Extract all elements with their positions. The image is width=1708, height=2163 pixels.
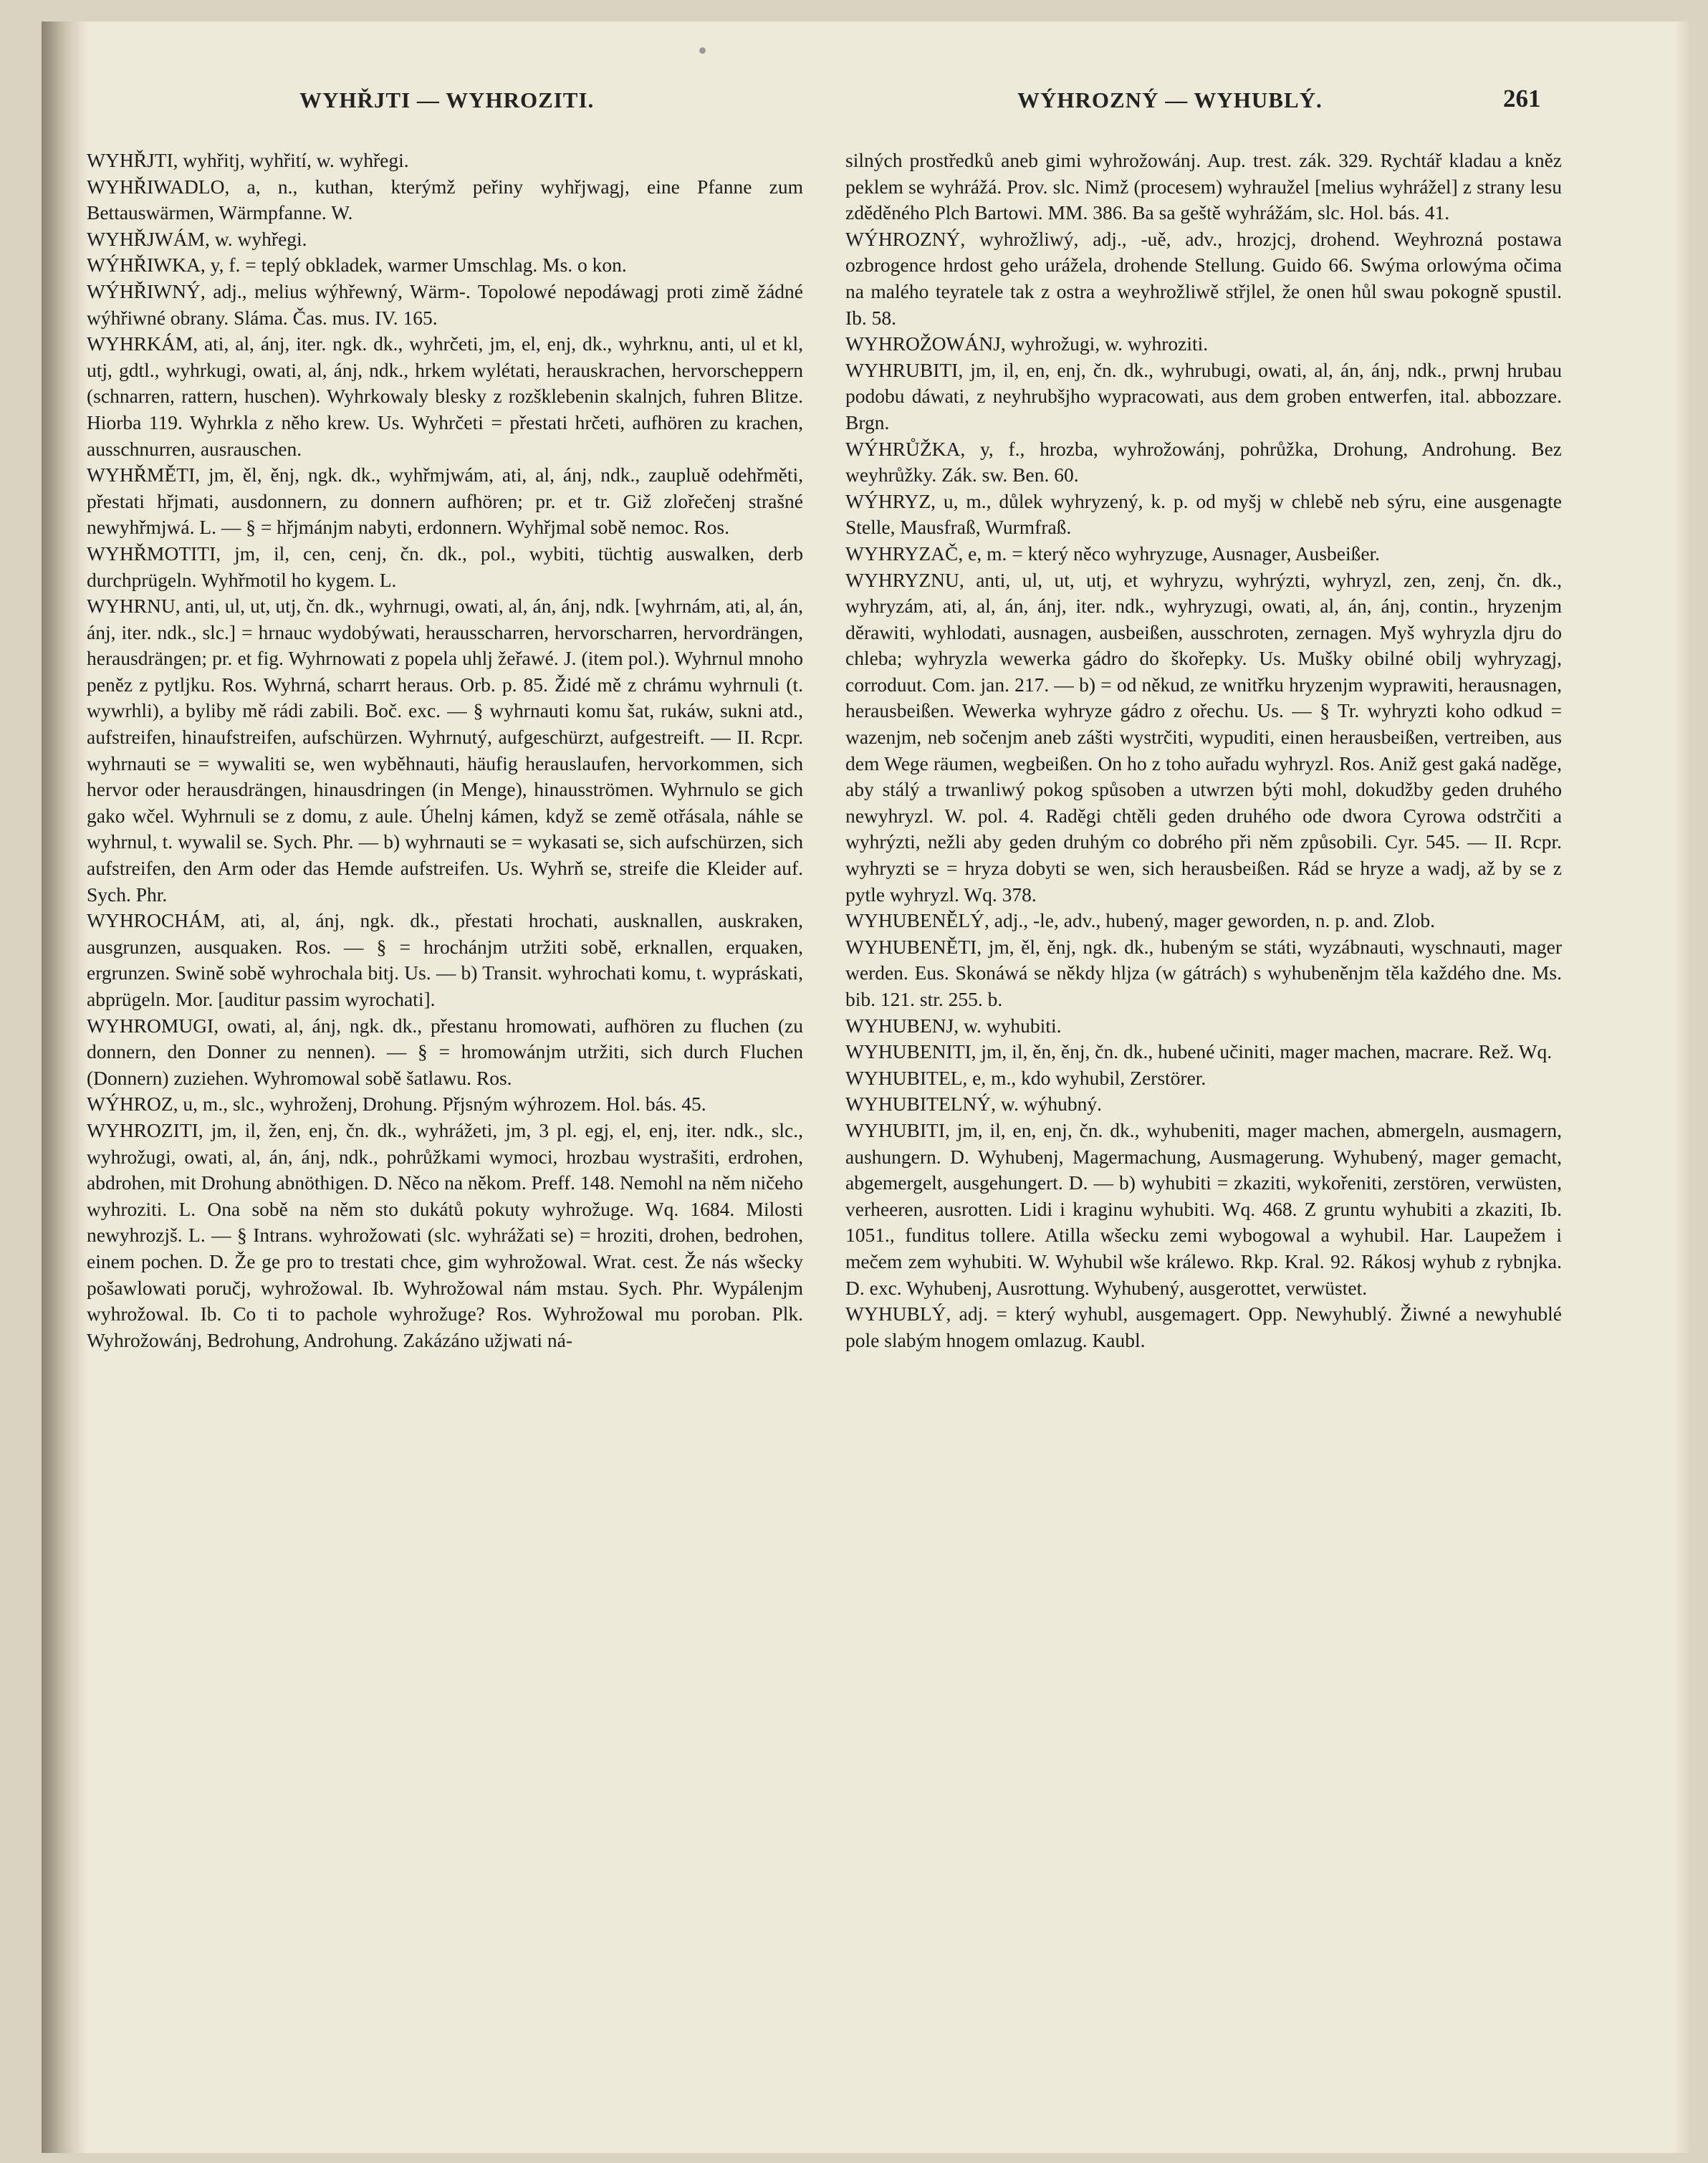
dictionary-entry: WÝHRŮŽKA, y, f., hrozba, wyhrožowánj, pohrůžka, Drohung, Androhung. Bez weyhrůžky. Zák. sw. Ben. 60. — [845, 437, 1562, 486]
dictionary-page — [42, 21, 1689, 2153]
dictionary-entry: WYHUBENITI, jm, il, ěn, ěnj, čn. dk., hubené učiniti, mager machen, macrare. Rež. Wq. — [845, 1040, 1553, 1063]
dictionary-entry: WÝHROZ, u, m., slc., wyhroženj, Drohung. Přjsným wýhrozem. Hol. bás. 45. — [87, 1093, 706, 1116]
dictionary-entry: WYHUBITEL, e, m., kdo wyhubil, Zerstörer. — [845, 1066, 1206, 1089]
dictionary-entry: WYHROŽOWÁNJ, wyhrožugi, w. wyhroziti. — [845, 332, 1209, 355]
dictionary-entry: silných prostředků aneb gimi wyhrožowánj. Aup. trest. zák. 329. Rychtář kladau a kněz peklem se wyhrážá. Prov. slc. Nimž (procesem) wyhraužel [melius wyhrážel] z strany lesu zděděného Plch Bartowi. MM. 386. Ba sa geště wyhrážám, slc. Hol. bás. 41. — [845, 149, 1562, 224]
dictionary-entry: WYHRUBITI, jm, il, en, enj, čn. dk., wyhrubugi, owati, al, án, ánj, ndk., prwnj hrubau podobu dáwati, z neyhrubšjho wypracowati, aus dem groben entwerfen, ital. abbozzare. Brgn. — [845, 358, 1562, 433]
dictionary-entry: WYHUBENĚLÝ, adj., -le, adv., hubený, mager geworden, n. p. and. Zlob. — [845, 909, 1435, 932]
dictionary-entry: WYHUBLÝ, adj. = který wyhubl, ausgemagert. Opp. Newyhublý. Žiwné a newyhublé pole slabým hnogem omlazug. Kaubl. — [845, 1303, 1562, 1351]
dictionary-entry: WÝHROZNÝ, wyhrožliwý, adj., -uě, adv., hrozjcj, drohend. Weyhrozná postawa ozbrogence hrdost geho urážela, drohende Stellung. Guido 66. Swýma orlowýma očima na malého teyratele tak z ostra a weyhrožliwě střjlel, že onen hůl swau pokogně spustil. Ib. 58. — [845, 227, 1562, 329]
right-column — [845, 148, 1562, 1353]
dictionary-entry: WYHŘMOTITI, jm, il, cen, cenj, čn. dk., pol., wybiti, tüchtig auswalken, derb durchprügeln. Wyhřmotil ho kygem. L. — [87, 542, 803, 591]
dictionary-entry: WYHUBITELNÝ, w. wýhubný. — [845, 1093, 1102, 1116]
dictionary-entry: WYHRYZAČ, e, m. = který něco wyhryzuge, Ausnager, Ausbeißer. — [845, 542, 1381, 565]
dictionary-entry: WYHROCHÁM, ati, al, ánj, ngk. dk., přestati hrochati, ausknallen, auskraken, ausgrunzen, ausquaken. Ros. — § = hrochánjm utržiti sobě, erknallen, erquaken, ergrunzen. Swině sobě wyhrochala bitj. Us. — b) Transit. wyhrochati komu, t. wypráskati, abprügeln. Mor. [auditur passim wyrochati]. — [87, 909, 803, 1010]
dictionary-entry: WYHUBENĚTI, jm, ěl, ěnj, ngk. dk., hubeným se státi, wyzábnauti, wyschnauti, mager werden. Eus. Skonáwá se někdy hljza (w gátrách) s wyhubeněnjm těla každého dne. Ms. bib. 121. str. 255. b. — [845, 935, 1562, 1010]
dictionary-entry: WYHRYZNU, anti, ul, ut, utj, et wyhryzu, wyhrýzti, wyhryzl, zen, zenj, čn. dk., wyhryzám, ati, al, án, ánj, iter. ndk., wyhryzugi, owati, al, án, ánj, contin., hryzenjm děrawiti, wyhlodati, ausnagen, ausbeißen, ausschroten, zernagen. Myš wyhryzla djru do chleba; wyhryzla wewerka gádro do škořepky. Us. Mušky obilné obilj wyhryzagj, corroduut. Com. jan. 217. — b) = od někud, ze wnitřku hryzenjm wyprawiti, herausnagen, herausbeißen. Wewerka wyhryze gádro z ořechu. Us. — § Tr. wyhryzti koho odkud = wazenjm, neb sočenjm aneb zášti wystrčiti, wypuditi, einen herausbeißen, vertreiben, aus dem Wege räumen, wegbeißen. On ho z toho auřadu wyhryzl. Ros. Aniž gest gaká naděge, aby stálý a trwanliwý pokog spůsoben a utwrzen býti mohl, dokudžby geden druhého newyhryzl. W. pol. 4. Raděgi chtěli geden druhého ode dwora Cyrowa odstrčiti a wyhrýzti, nežli aby geden druhým co dobrého při něm způsobili. Cyr. 545. — II. Rcpr. wyhryzti se = hryza dobyti se wen, sich herausbeißen. Rád se hryze a wadj, až by se z pytle wyhryzl. Wq. 378. — [845, 568, 1562, 906]
page-mark — [699, 47, 706, 54]
dictionary-entry: WÝHRYZ, u, m., důlek wyhryzený, k. p. od myšj w chlebě neb sýru, eine ausgenagte Stelle, Mausfraß, Wurmfraß. — [845, 489, 1562, 539]
dictionary-entry: WÝHŘIWNÝ, adj., melius wýhřewný, Wärm-. Topolowé nepodáwagj proti zimě žádné wýhřiwné obrany. Sláma. Čas. mus. IV. 165. — [87, 279, 803, 329]
dictionary-entry: WYHRNU, anti, ul, ut, utj, čn. dk., wyhrnugi, owati, al, án, ánj, ndk. [wyhrnám, ati, al, án, ánj, iter. ndk., slc.] = hrnauc wydobýwati, herausscharren, hervorscharren, hervordrängen, herausdrängen; pr. et fig. Wyhrnowati z popela uhlj žeřawé. J. (item pol.). Wyhrnul mnoho peněz z pytljku. Ros. Wyhrná, scharrt heraus. Orb. p. 85. Židé mě z chrámu wyhrnuli (t. wywrhli), a byliby mě rádi zabili. Boč. exc. — § wyhrnauti komu šat, rukáw, sukni atd., aufstreifen, hinaufstreifen, aufschürzen. Wyhrnutý, aufgeschürzt, aufgestreift. — II. Rcpr. wyhrnauti se = wywaliti se, wen wyběhnauti, häufig herauslaufen, hervorkommen, sich hervor oder herausdrängen, hinausdringen (in Menge), hinausströmen. Wyhrnulo se gich gako wčel. Wyhrnuli se z domu, z aule. Úhelnj kámen, když se země otřásala, náhle se wyhrnul, t. wywalil se. Sych. Phr. — b) wyhrnauti se = wykasati se, sich aufschürzen, sich aufstreifen, den Arm oder das Hemde aufstreifen. Us. Wyhrň se, streife die Kleider auf. Sych. Phr. — [87, 595, 803, 906]
dictionary-entry: WYHŘJTI, wyhřitj, wyhřití, w. wyhřegi. — [87, 149, 409, 171]
dictionary-entry: WÝHŘIWKA, y, f. = teplý obkladek, warmer Umschlag. Ms. o kon. — [87, 254, 627, 277]
dictionary-entry: WYHŘIWADLO, a, n., kuthan, kterýmž peřiny wyhřjwagj, eine Pfanne zum Bettauswärmen, Wärmpfanne. W. — [87, 175, 803, 224]
dictionary-entry: WYHROZITI, jm, il, žen, enj, čn. dk., wyhrážeti, jm, 3 pl. egj, el, enj, iter. ndk., slc., wyhrožugi, owati, al, án, ánj, ndk., pohrůžkami wymoci, hrozbau wystrašiti, erdrohen, abdrohen, mit Drohung abnöthigen. D. Něco na někom. Preff. 148. Nemohl na něm ničeho wyhroziti. L. Ona sobě na něm sto dukátů pokuty wyhrožuge. Wq. 1684. Milosti newyhrozjš. L. — § Intrans. wyhrožowati (slc. wyhrážati se) = hroziti, drohen, bedrohen, einem pochen. D. Že ge pro to trestati chce, gim wyhrožowal. Wrat. cest. Že nás wšecky pošawlowati poručj, wyhrožowal. Ib. Wyhrožowal nám mstau. Sych. Phr. Wypálenjm wyhrožowal. Ib. Co ti to pachole wyhrožuge? Ros. Wyhrožowal mu poroban. Plk. Wyhrožowánj, Bedrohung, Androhung. Zakázáno užjwati ná- — [87, 1118, 803, 1351]
dictionary-entry: WYHRKÁM, ati, al, ánj, iter. ngk. dk., wyhrčeti, jm, el, enj, dk., wyhrknu, anti, ul et kl, utj, gdtl., wyhrkugi, owati, al, ánj, ndk., hrkem wylétati, herauskrachen, hervorscheppern (schnarren, rattern, huschen). Wyhrkowaly blesky z rozšklebenin skalnjch, fuhren Blitze. Hiorba 119. Wyhrkla z něho krew. Us. Wyhrčeti = přestati hrčeti, aufhören zu krachen, ausschnurren, ausrauschen. — [87, 332, 803, 460]
dictionary-entry: WYHŘMĚTI, jm, ěl, ěnj, ngk. dk., wyhřmjwám, ati, al, ánj, ndk., zaupluě odehřměti, přestati hřjmati, ausdonnern, zu donnern aufhören; pr. et tr. Giž zlořečenj strašné newyhřmjwá. L. — § = hřjmánjm nabyti, erdonnern. Wyhřjmal sobě nemoc. Ros. — [87, 464, 803, 539]
page-edge — [1674, 21, 1689, 2153]
dictionary-entry: WYHUBENJ, w. wyhubiti. — [845, 1014, 1062, 1037]
right-running-header: WÝHROZNÝ — WYHUBLÝ. — [1017, 87, 1323, 112]
dictionary-entry: WYHŘJWÁM, w. wyhřegi. — [87, 227, 307, 250]
page-number: 261 — [1503, 85, 1541, 112]
dictionary-entry: WYHROMUGI, owati, al, ánj, ngk. dk., přestanu hromowati, aufhören zu fluchen (zu donnern, den Donner zu nennen). — § = hromowánjm utržiti, sich durch Fluchen (Donnern) zuziehen. Wyhromowal sobě šatlawu. Ros. — [87, 1014, 803, 1089]
book-spine-shadow — [42, 21, 87, 2153]
left-column — [87, 148, 803, 1353]
dictionary-entry: WYHUBITI, jm, il, en, enj, čn. dk., wyhubeniti, mager machen, abmergeln, ausmagern, aushungern. D. Wyhubenj, Magermachung, Ausmagerung. Wyhubený, mager gemacht, abgemergelt, ausgehungert. D. — b) wyhubiti = zkaziti, wykořeniti, zerstören, verwüsten, verheeren, ausrotten. Lidi i kraginu wyhubiti. Wq. 468. Z gruntu wyhubiti a zkaziti, Ib. 1051., funditus tollere. Atilla wšecku zemi wybogowal a wyhubil. Har. Laupežem i mečem zem wyhubiti. W. Wyhubil wše králewo. Rkp. Kral. 92. Rákosj wyhub z rybnjka. D. exc. Wyhubenj, Ausrottung. Wyhubený, ausgerottet, verwüstet. — [845, 1118, 1562, 1299]
left-running-header: WYHŘJTI — WYHROZITI. — [299, 87, 595, 112]
